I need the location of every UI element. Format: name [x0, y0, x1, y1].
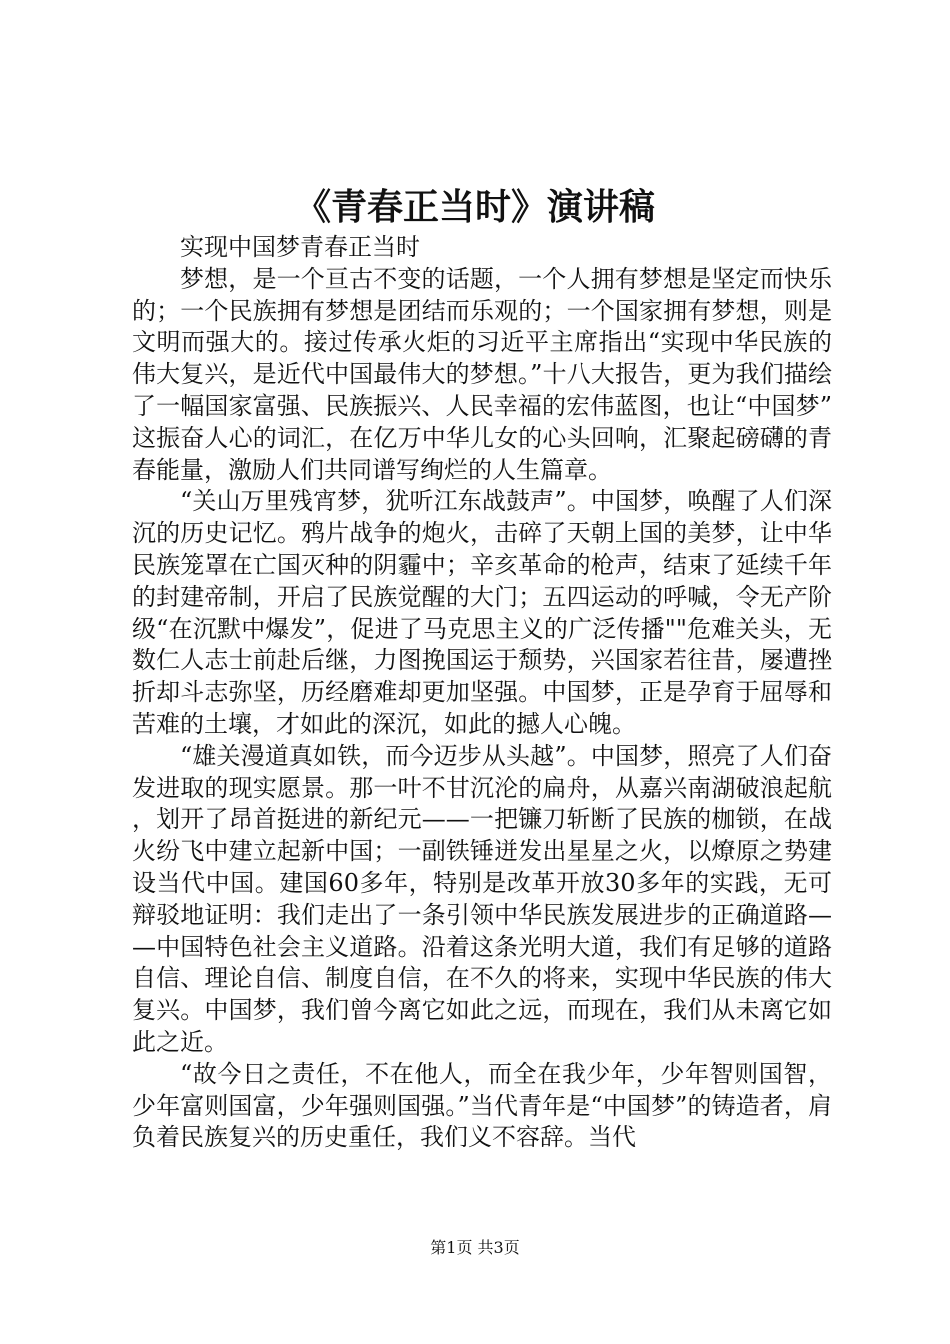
body-paragraph: “雄关漫道真如铁，而今迈步从头越”。中国梦，照亮了人们奋发进取的现实愿景。那一叶不甘沉沦的扁舟，从嘉兴南湖破浪起航，划开了昂首挺进的新纪元——一把镰刀斩断了民族的枷锁，在战火纷飞中建立起新中国；一副铁锤迸发出星星之火，以燎原之势建设当代中国。建国60多年，特别是改革开放30多年的实践，无可辩驳地证明：我们走出了一条引领中华民族发展进步的正确道路——中国特色社会主义道路。沿着这条光明大道，我们有足够的道路自信、理论自信、制度自信，在不久的将来，实现中华民族的伟大复兴。中国梦，我们曾今离它如此之远，而现在，我们从未离它如此之近。: [132, 741, 832, 1056]
body-paragraph: “故今日之责任，不在他人，而全在我少年，少年智则国智，少年富则国富，少年强则国强。”当代青年是“中国梦”的铸造者，肩负着民族复兴的历史重任，我们义不容辞。当代: [132, 1059, 832, 1152]
document-title: 《青春正当时》演讲稿: [294, 186, 655, 228]
body-paragraph: 梦想，是一个亘古不变的话题，一个人拥有梦想是坚定而快乐的；一个民族拥有梦想是团结而乐观的；一个国家拥有梦想，则是文明而强大的。接过传承火炬的习近平主席指出“实现中华民族的伟大复兴，是近代中国最伟大的梦想。”十八大报告，更为我们描绘了一幅国家富强、民族振兴、人民幸福的宏伟蓝图，也让“中国梦”这振奋人心的词汇，在亿万中华儿女的心头回响，汇聚起磅礴的青春能量，激励人们共同谱写绚烂的人生篇章。: [132, 264, 832, 484]
body-paragraph: “关山万里残宵梦，犹听江东战鼓声”。中国梦，唤醒了人们深沉的历史记忆。鸦片战争的炮火，击碎了天朝上国的美梦，让中华民族笼罩在亡国灭种的阴霾中；辛亥革命的枪声，结束了延续千年的封建帝制，开启了民族觉醒的大门；五四运动的呼喊，令无产阶级“在沉默中爆发”，促进了马克思主义的广泛传播""危难关头，无数仁人志士前赴后继，力图挽国运于颓势，兴国家若往昔，屡遭挫折却斗志弥坚，历经磨难却更加坚强。中国梦，正是孕育于屈辱和苦难的土壤，才如此的深沉，如此的撼人心魄。: [132, 487, 832, 738]
page-number-footer: 第1页 共3页: [430, 1238, 520, 1257]
subtitle-paragraph: 实现中国梦青春正当时: [180, 233, 420, 261]
document-body: [132, 232, 832, 1154]
